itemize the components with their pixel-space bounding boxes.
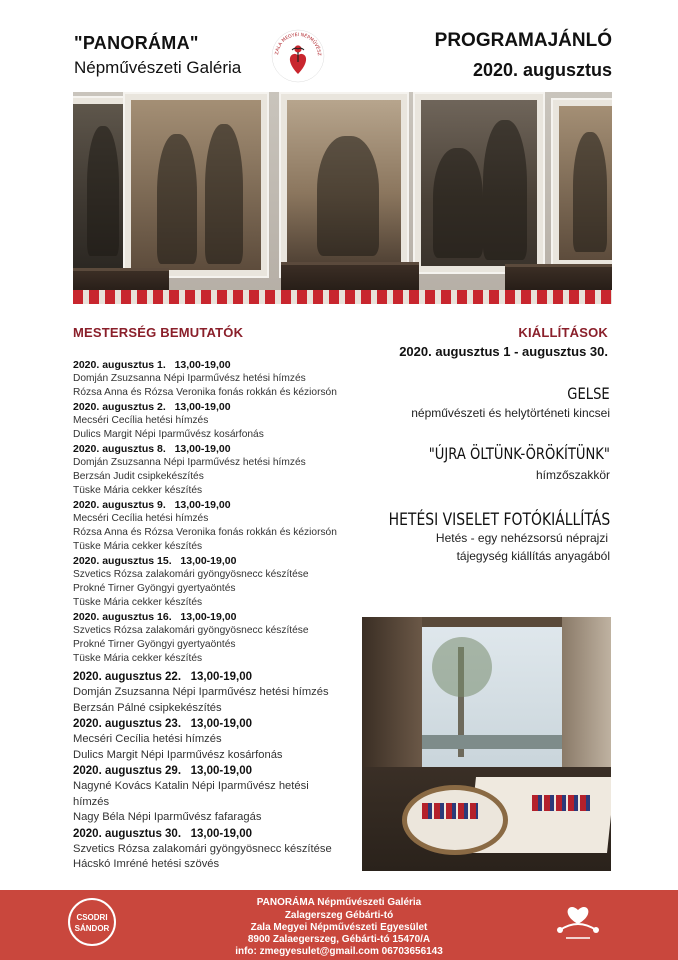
- svg-text:ZALA MEGYEI NÉPMŰVÉSZETI EGYES: ZALA MEGYEI NÉPMŰVÉSZ: [274, 32, 322, 57]
- demo-entry: Berzsán Judit csipkekészítés: [73, 471, 204, 482]
- exhibitions-dates: 2020. augusztus 1 - augusztus 30.: [399, 344, 608, 359]
- demo-entry: Tüske Mária cekker készítés: [73, 541, 203, 552]
- csodri-sandor-logo: CSODRI SÁNDOR: [68, 898, 116, 946]
- day-heading: 2020. augusztus 15. 13,00-19,00: [73, 555, 237, 567]
- demos-program: [73, 358, 363, 873]
- demo-day: [73, 400, 363, 442]
- exhibitions-title: KIÁLLÍTÁSOK: [518, 325, 608, 340]
- footer-line: PANORÁMA Népművészeti Galéria: [256, 897, 422, 908]
- footer-line: info: zmegyesulet@gmail.com 06703656143: [235, 946, 443, 957]
- day-heading: 2020. augusztus 2. 13,00-19,00: [73, 401, 231, 413]
- day-heading: 2020. augusztus 29. 13,00-19,00: [73, 765, 253, 777]
- demo-entry: Tüske Mária cekker készítés: [73, 485, 203, 496]
- exhibition-name: "ÚJRA ÖLTÜNK-ÖRÖKÍTÜNK": [428, 444, 610, 463]
- demo-entry: Domján Zsuzsanna Népi Iparművész hetési hímzés: [73, 457, 306, 468]
- day-heading: 2020. augusztus 23. 13,00-19,00: [73, 718, 253, 730]
- demo-day: [73, 763, 363, 826]
- exhibition-desc: tájegység kiállítás anyagából: [456, 549, 610, 563]
- demo-entry: Domján Zsuzsanna Népi Iparművész hetési hímzés: [73, 686, 329, 698]
- footer-line: 8900 Zalaegerszeg, Gébárti-tó 15470/A: [247, 934, 431, 945]
- demo-entry: Szvetics Rózsa zalakomári gyöngyösnecc készítése: [73, 625, 309, 636]
- demo-day: [73, 669, 363, 716]
- demo-entry: Tüske Mária cekker készítés: [73, 597, 203, 608]
- program-date: 2020. augusztus: [472, 60, 612, 80]
- demo-day: [73, 442, 363, 498]
- demo-entry: Domján Zsuzsanna Népi Iparművész hetési hímzés: [73, 373, 306, 384]
- footer-line: Zala Megyei Népművészeti Egyesület: [250, 922, 428, 933]
- demos-title: MESTERSÉG BEMUTATÓK: [73, 325, 244, 340]
- demo-day: [73, 826, 363, 873]
- demo-entry: Szvetics Rózsa zalakomári gyöngyösnecc készítése: [73, 569, 309, 580]
- demo-entry: Rózsa Anna és Rózsa Veronika fonás rokkán és kéziorsón: [73, 387, 337, 398]
- association-logo: [270, 28, 326, 84]
- historic-photos-banner: [73, 92, 612, 304]
- day-heading: 2020. augusztus 16. 13,00-19,00: [73, 611, 237, 623]
- day-heading: 2020. augusztus 30. 13,00-19,00: [73, 827, 253, 840]
- day-heading: 2020. augusztus 1. 13,00-19,00: [73, 359, 231, 371]
- gallery-name: "PANORÁMA": [74, 33, 199, 53]
- demo-entry: Mecséri Cecília hetési hímzés: [73, 415, 209, 426]
- demo-day: [73, 498, 363, 554]
- footer-line: Zalagerszeg Gébárti-tó: [284, 910, 394, 921]
- demo-entry: Szvetics Rózsa zalakomári gyöngyösnecc készítése: [73, 842, 332, 855]
- demo-entry: Prokné Tirner Gyöngyi gyertyaöntés: [73, 639, 236, 650]
- gallery-subtitle: Népművészeti Galéria: [74, 58, 242, 77]
- demo-day: [73, 610, 363, 666]
- demo-entry: Dulics Margit Népi Iparművész kosárfonás: [73, 429, 264, 440]
- exhibition-desc: Hetés - egy nehézsorsú néprajzi: [435, 531, 608, 545]
- demo-entry: Dulics Margit Népi Iparművész kosárfonás: [73, 748, 283, 761]
- demo-entry: Tüske Mária cekker készítés: [73, 653, 203, 664]
- demo-entry: Nagy Béla Népi Iparművész fafaragás: [73, 811, 262, 823]
- demo-entry: Berzsán Pálné csipkekészítés: [73, 701, 222, 714]
- day-heading: 2020. augusztus 22. 13,00-19,00: [73, 671, 253, 683]
- gallery-interior-photo: [362, 617, 611, 871]
- demo-entry: Nagyné Kovács Katalin Népi Iparművész hetési hímzés: [73, 780, 309, 808]
- exhibition-name: GELSE: [567, 384, 610, 403]
- demo-entry: Prokné Tirner Gyöngyi gyertyaöntés: [73, 583, 236, 594]
- program-title: PROGRAMAJÁNLÓ: [434, 30, 612, 51]
- exhibition-desc: népművészeti és helytörténeti kincsei: [411, 406, 610, 420]
- exhibition-desc: hímzőszakkör: [535, 468, 610, 482]
- exhibition-name: HETÉSI VISELET FOTÓKIÁLLÍTÁS: [388, 510, 610, 530]
- demo-day: [73, 358, 363, 400]
- day-heading: 2020. augusztus 9. 13,00-19,00: [73, 499, 231, 511]
- folk-ornament-logo: [548, 900, 608, 944]
- demo-entry: Mecséri Cecília hetési hímzés: [73, 513, 209, 524]
- demo-day: [73, 716, 363, 763]
- demo-entry: Rózsa Anna és Rózsa Veronika fonás rokkán és kéziorsón: [73, 527, 337, 538]
- day-heading: 2020. augusztus 8. 13,00-19,00: [73, 443, 231, 455]
- demo-entry: Hácskó Imréné hetési szövés: [73, 858, 220, 870]
- demo-day: [73, 554, 363, 610]
- demo-entry: Mecséri Cecília hetési hímzés: [73, 733, 222, 745]
